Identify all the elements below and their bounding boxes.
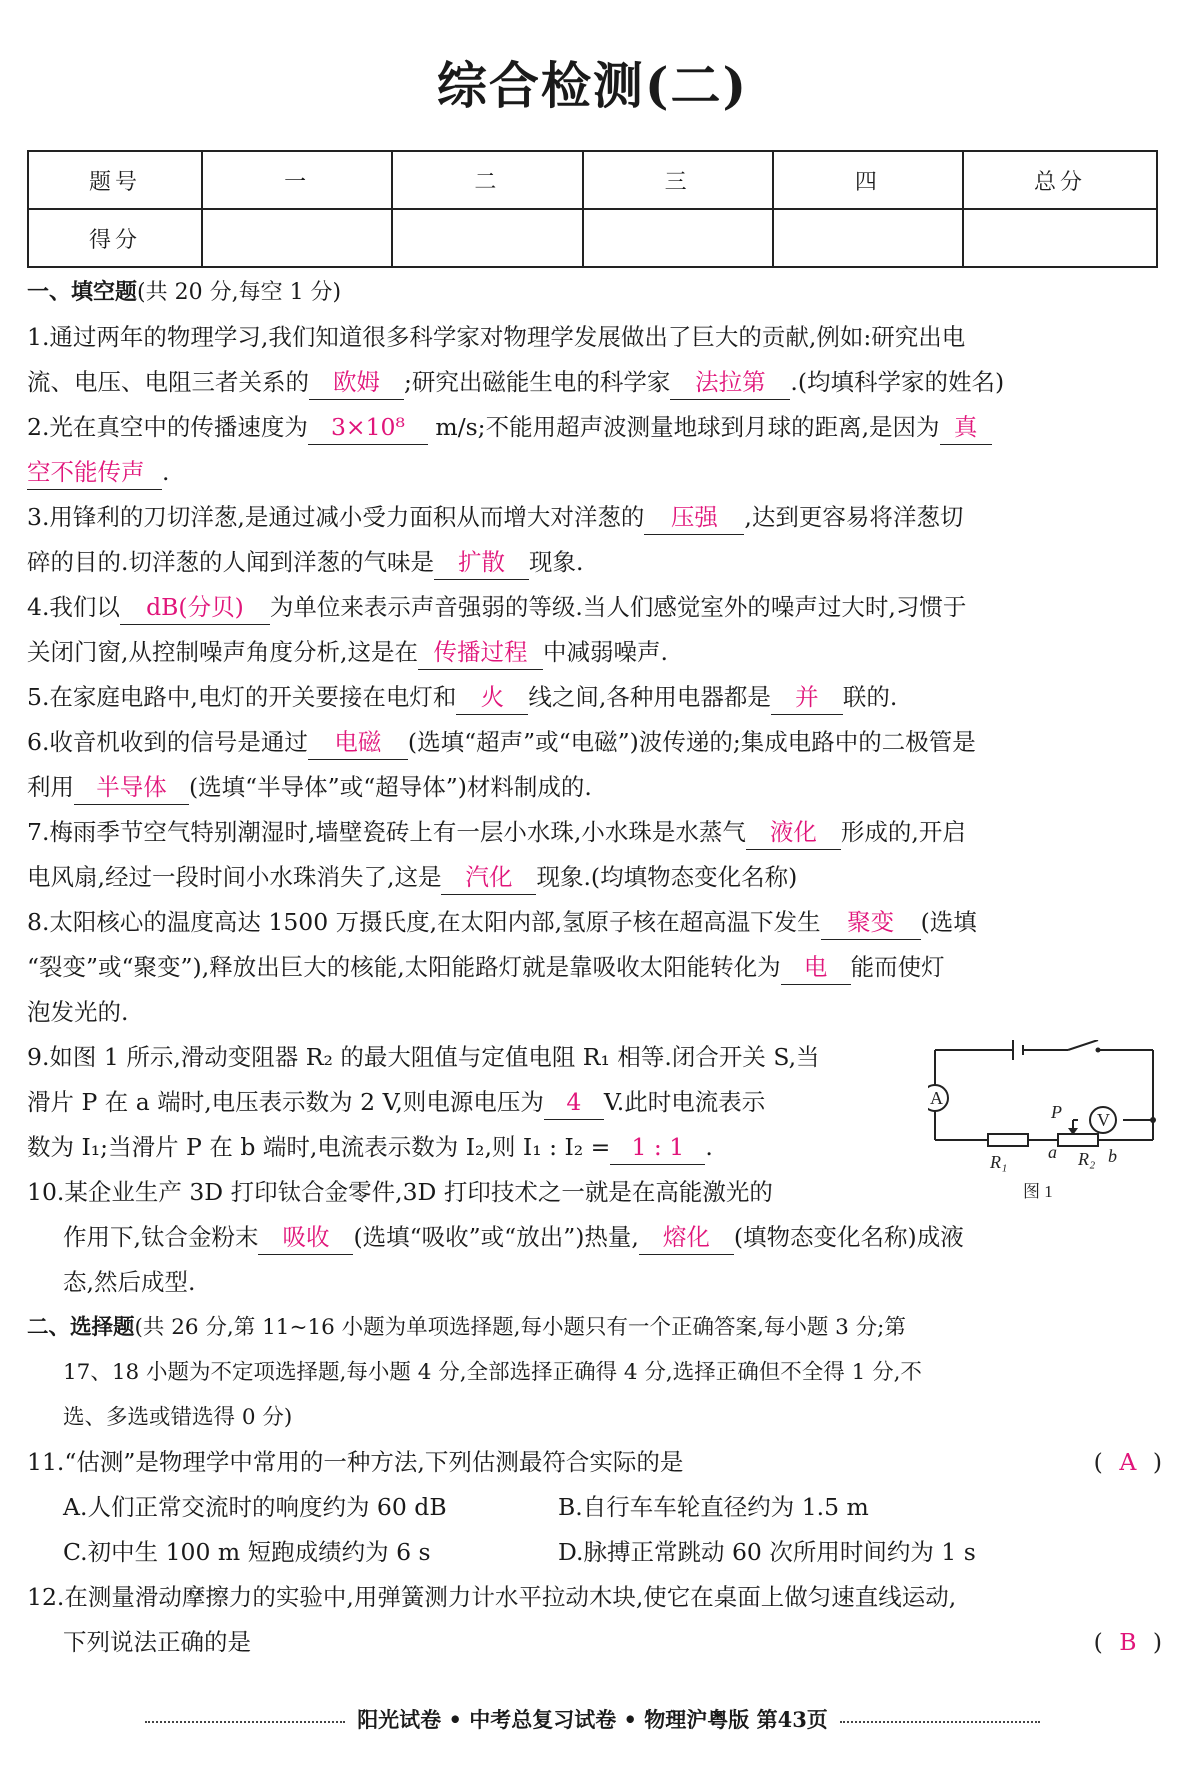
- answer-blank: 扩散: [434, 545, 529, 580]
- score-cell[interactable]: [773, 209, 963, 267]
- score-table-score-row: [28, 209, 1157, 267]
- end-a-label: a: [1048, 1142, 1057, 1162]
- question-5: 5.在家庭电路中,电灯的开关要接在电灯和 火 线之间,各种用电器都是 并 联的.: [27, 675, 1162, 720]
- choice-a[interactable]: A.人们正常交流时的响度约为 60 dB: [63, 1493, 447, 1521]
- figure-caption: 图 1: [1023, 1182, 1053, 1201]
- slider-p-label: P: [1051, 1102, 1062, 1122]
- choice-b[interactable]: B.自行车车轮直径约为 1.5 m: [558, 1493, 869, 1521]
- question-11: 11.“估测”是物理学中常用的一种方法,下列估测最符合实际的是 ( A ) A.人们正常交流时的响度约为 60 dB B.自行车车轮直径约为 1.5 m C.初中生 100 m 短跑成绩约为 6 s D.脉搏正常跳动 60 次所用时间约为 1 s: [27, 1440, 1162, 1575]
- answer-blank: 电: [781, 950, 851, 985]
- question-10: 10.某企业生产 3D 打印钛合金零件,3D 打印技术之一就是在高能激光的 作用下,钛合金粉末 吸收 (选填“吸收”或“放出”)热量, 熔化 (填物态变化名称)成液 态,然后成型.: [27, 1178, 964, 1296]
- answer-blank: 1 : 1: [610, 1130, 705, 1165]
- answer-blank: 并: [771, 680, 843, 715]
- question-6: 6.收音机收到的信号是通过 电磁 (选填“超声”或“电磁”)波传递的;集成电路中的二极管是 利用 半导体 (选填“半导体”或“超导体”)材料制成的.: [27, 720, 1162, 810]
- question-1: 1.通过两年的物理学习,我们知道很多科学家对物理学发展做出了巨大的贡献,例如:研究出电 流、电压、电阻三者关系的 欧姆 ;研究出磁能生电的科学家 法拉第 .(均填科学家的姓名): [27, 315, 1162, 405]
- score-row-label: 得分: [28, 209, 202, 267]
- question-12: 12.在测量滑动摩擦力的实验中,用弹簧测力计水平拉动木块,使它在桌面上做匀速直线运动, 下列说法正确的是 ( B ): [27, 1575, 1162, 1665]
- score-header-cell: 三: [583, 151, 773, 209]
- answer-blank: 液化: [746, 815, 841, 850]
- score-table: [27, 150, 1158, 268]
- section-1-heading: 一、填空题(共 20 分,每空 1 分): [27, 279, 342, 305]
- score-cell[interactable]: [202, 209, 392, 267]
- answer-parenthesis: ( B ): [1093, 1628, 1162, 1656]
- answer-blank: 汽化: [441, 860, 536, 895]
- question-2: 2.光在真空中的传播速度为 3×10⁸ m/s;不能用超声波测量地球到月球的距离,是因为 真 空不能传声 .: [27, 405, 1162, 495]
- r1-label: R₁: [990, 1152, 1008, 1172]
- circuit-diagram: [928, 1040, 1163, 1210]
- answer-blank: 火: [456, 680, 528, 715]
- ammeter-label: A: [930, 1088, 943, 1108]
- question-3: 3.用锋利的刀切洋葱,是通过减小受力面积从而增大对洋葱的 压强 ,达到更容易将洋葱切 碎的目的.切洋葱的人闻到洋葱的气味是 扩散 现象.: [27, 495, 1162, 585]
- score-header-cell: 题号: [28, 151, 202, 209]
- score-cell[interactable]: [963, 209, 1157, 267]
- score-header-cell: 二: [392, 151, 582, 209]
- answer-blank: 4: [544, 1085, 604, 1120]
- footer-divider-left: [145, 1721, 345, 1723]
- answer-blank: 熔化: [639, 1220, 734, 1255]
- score-header-cell: 四: [773, 151, 963, 209]
- page-title: 综合检测(二): [436, 56, 749, 115]
- answer-blank: 吸收: [258, 1220, 353, 1255]
- answer-blank: dB(分贝): [120, 590, 270, 625]
- footer-divider-right: [840, 1721, 1040, 1723]
- question-content: [27, 270, 1162, 1665]
- answer-blank: 聚变: [821, 905, 921, 940]
- question-9: 9.如图 1 所示,滑动变阻器 R₂ 的最大阻值与定值电阻 R₁ 相等.闭合开关 S,当 滑片 P 在 a 端时,电压表示数为 2 V,则电源电压为 4 V.此时电流表示 数为 I₁;当滑片 P 在 b 端时,电流表示数为 I₂,则 I₁ : I₂ = 1 : 1 .: [27, 1035, 907, 1170]
- page-footer: 阳光试卷 • 中考总复习试卷 • 物理沪粤版 第43页: [27, 1704, 1158, 1734]
- score-cell[interactable]: [583, 209, 773, 267]
- answer-blank: 欧姆: [309, 365, 404, 400]
- score-cell[interactable]: [392, 209, 582, 267]
- voltmeter-label: V: [1097, 1110, 1110, 1130]
- answer-blank: 法拉第: [670, 365, 790, 400]
- choice-c[interactable]: C.初中生 100 m 短跑成绩约为 6 s: [63, 1538, 431, 1566]
- answer-blank: 空不能传声: [27, 455, 162, 490]
- section-2-heading: 二、选择题(共 26 分,第 11~16 小题为单项选择题,每小题只有一个正确答案,每小题 3 分;第 17、18 小题为不定项选择题,每小题 4 分,全部选择正确得 4 分,选择正确但不全得 1 分,不 选、多选或错选得 0 分): [27, 1315, 922, 1430]
- answer-blank: 真: [940, 410, 992, 445]
- score-table-header-row: [28, 151, 1157, 209]
- end-b-label: b: [1108, 1146, 1117, 1166]
- question-4: 4.我们以 dB(分贝) 为单位来表示声音强弱的等级.当人们感觉室外的噪声过大时,习惯于 关闭门窗,从控制噪声角度分析,这是在 传播过程 中减弱噪声.: [27, 585, 1162, 675]
- score-header-cell: 总分: [963, 151, 1157, 209]
- answer-blank: 半导体: [74, 770, 189, 805]
- question-8: 8.太阳核心的温度高达 1500 万摄氏度,在太阳内部,氢原子核在超高温下发生 聚变 (选填 “裂变”或“聚变”),释放出巨大的核能,太阳能路灯就是靠吸收太阳能转化为 电 能而使灯 泡发光的.: [27, 900, 1162, 1035]
- score-header-cell: 一: [202, 151, 392, 209]
- answer-blank: 电磁: [308, 725, 408, 760]
- answer-blank: 传播过程: [418, 635, 543, 670]
- choice-d[interactable]: D.脉搏正常跳动 60 次所用时间约为 1 s: [558, 1538, 976, 1566]
- answer-parenthesis: ( A ): [1093, 1448, 1162, 1476]
- answer-blank: 压强: [644, 500, 744, 535]
- question-7: 7.梅雨季节空气特别潮湿时,墙壁瓷砖上有一层小水珠,小水珠是水蒸气 液化 形成的,开启 电风扇,经过一段时间小水珠消失了,这是 汽化 现象.(均填物态变化名称): [27, 810, 1162, 900]
- answer-blank: 3×10⁸: [308, 410, 428, 445]
- r2-label: R₂: [1078, 1149, 1096, 1169]
